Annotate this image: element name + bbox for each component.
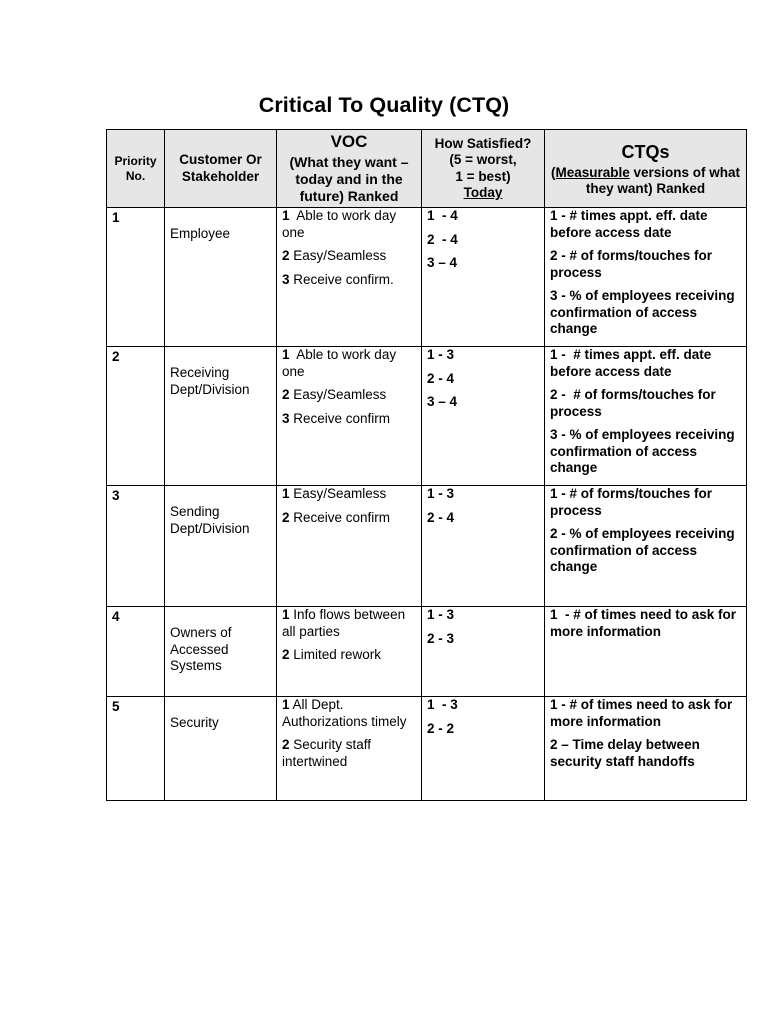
- satisfaction-rating: 1 - 3: [427, 607, 455, 622]
- voc-item: [282, 208, 416, 241]
- header-ctqs: [545, 130, 747, 208]
- satisfaction-rating: 2 - 3: [427, 630, 455, 646]
- voc-item: [282, 411, 416, 428]
- satisfaction-cell: [422, 697, 545, 801]
- satisfaction-cell: [422, 208, 545, 347]
- voc-text: Easy/Seamless: [289, 486, 387, 501]
- header-how-line: (5 = worst,: [449, 152, 517, 167]
- stakeholder-cell: Receiving Dept/Division: [165, 347, 277, 486]
- header-ctqs-subtitle: [548, 165, 743, 197]
- ctq-table: [106, 129, 747, 801]
- table-row: [107, 486, 747, 607]
- voc-item: [282, 486, 416, 503]
- ctq-item: 1 - # of times need to ask for more information: [550, 607, 740, 639]
- priority-cell: 1: [107, 208, 165, 347]
- header-how-line: 1 = best): [455, 168, 511, 184]
- voc-item: [282, 387, 416, 404]
- voc-text: Limited rework: [289, 647, 382, 662]
- satisfaction-rating: 1 - 3: [427, 347, 455, 362]
- header-voc: [277, 130, 422, 208]
- ctq-cell: [545, 697, 747, 801]
- priority-cell: 3: [107, 486, 165, 607]
- voc-text: Able to work day one: [282, 347, 400, 379]
- voc-text: Easy/Seamless: [289, 248, 387, 263]
- ctq-item: 1 - # of times need to ask for more information: [550, 697, 737, 729]
- satisfaction-rating: 2 - 4: [427, 509, 455, 525]
- voc-text: Receive confirm: [289, 410, 391, 426]
- voc-rank: 2: [282, 509, 290, 525]
- ctq-item: 1 - # of forms/touches for process: [550, 486, 716, 518]
- stakeholder-cell: Sending Dept/Division: [165, 486, 277, 607]
- voc-cell: [277, 697, 422, 801]
- priority-cell: 2: [107, 347, 165, 486]
- satisfaction-rating: 2 - 4: [427, 370, 455, 386]
- header-how-today: Today: [463, 185, 503, 200]
- voc-rank: 3: [282, 271, 290, 287]
- header-ctqs-rest: versions of what they want) Ranked: [585, 164, 741, 196]
- ctq-cell: [545, 486, 747, 607]
- ctq-item: 1 - # times appt. eff. date before access date: [550, 208, 712, 240]
- voc-rank: 1: [282, 347, 290, 362]
- ctq-item: 2 - # of forms/touches for process: [550, 248, 716, 280]
- ctq-item: 2 - # of forms/touches for process: [550, 387, 720, 419]
- header-ctqs-measurable: (Measurable: [550, 164, 630, 180]
- voc-item: [282, 647, 416, 664]
- voc-rank: 2: [282, 737, 290, 752]
- voc-cell: [277, 607, 422, 697]
- table-row: [107, 697, 747, 801]
- voc-text: All Dept. Authorizations timely: [282, 697, 407, 729]
- voc-rank: 2: [282, 647, 290, 662]
- voc-item: [282, 248, 416, 265]
- ctq-item: 3 - % of employees receiving confirmation of access change: [550, 288, 739, 336]
- voc-rank: 2: [282, 387, 290, 402]
- header-ctqs-title: CTQs: [621, 141, 670, 162]
- stakeholder-cell: Security: [165, 697, 277, 801]
- ctq-item: 3 - % of employees receiving confirmation of access change: [550, 427, 739, 475]
- voc-cell: [277, 347, 422, 486]
- voc-item: [282, 347, 416, 380]
- ctq-item: 2 – Time delay between security staff handoffs: [550, 737, 704, 769]
- header-customer: Customer Or Stakeholder: [165, 130, 277, 208]
- ctq-cell: [545, 607, 747, 697]
- header-priority: Priority No.: [107, 130, 165, 208]
- stakeholder-cell: Owners of Accessed Systems: [165, 607, 277, 697]
- header-voc-subtitle: (What they want – today and in the future) Ranked: [289, 154, 409, 204]
- voc-rank: 1: [282, 697, 290, 712]
- voc-item: [282, 607, 416, 640]
- voc-item: [282, 697, 416, 730]
- ctq-cell: [545, 208, 747, 347]
- ctq-cell: [545, 347, 747, 486]
- satisfaction-rating: 2 - 4: [427, 231, 458, 247]
- voc-text: Able to work day one: [282, 208, 400, 240]
- ctq-item: 1 - # times appt. eff. date before access date: [550, 347, 716, 379]
- voc-cell: [277, 486, 422, 607]
- header-voc-title: VOC: [330, 132, 368, 151]
- voc-rank: 1: [282, 208, 290, 223]
- voc-text: Security staff intertwined: [282, 737, 375, 769]
- header-how-satisfied: [422, 130, 545, 208]
- satisfaction-rating: 1 - 3: [427, 486, 455, 501]
- page-title: Critical To Quality (CTQ): [258, 93, 510, 117]
- voc-item: [282, 272, 416, 289]
- satisfaction-cell: [422, 347, 545, 486]
- voc-text: Easy/Seamless: [289, 387, 387, 402]
- voc-text: Info flows between all parties: [282, 607, 409, 639]
- header-row: [107, 130, 747, 208]
- voc-item: [282, 510, 416, 527]
- satisfaction-rating: 3 – 4: [427, 255, 458, 270]
- voc-text: Receive confirm.: [289, 271, 394, 287]
- voc-rank: 1: [282, 486, 290, 501]
- voc-text: Receive confirm: [289, 509, 391, 525]
- table-row: [107, 607, 747, 697]
- voc-rank: 2: [282, 248, 290, 263]
- satisfaction-rating: 1 - 3: [427, 697, 458, 712]
- satisfaction-rating: 1 - 4: [427, 208, 458, 223]
- priority-cell: 5: [107, 697, 165, 801]
- satisfaction-cell: [422, 607, 545, 697]
- satisfaction-rating: 2 - 2: [427, 720, 455, 736]
- satisfaction-cell: [422, 486, 545, 607]
- voc-cell: [277, 208, 422, 347]
- table-row: [107, 208, 747, 347]
- priority-cell: 4: [107, 607, 165, 697]
- satisfaction-rating: 3 – 4: [427, 394, 458, 409]
- voc-item: [282, 737, 416, 770]
- voc-rank: 1: [282, 607, 290, 622]
- table-row: [107, 347, 747, 486]
- header-how-line: How Satisfied?: [434, 135, 532, 151]
- stakeholder-cell: Employee: [165, 208, 277, 347]
- voc-rank: 3: [282, 410, 290, 426]
- ctq-item: 2 - % of employees receiving confirmation of access change: [550, 526, 739, 574]
